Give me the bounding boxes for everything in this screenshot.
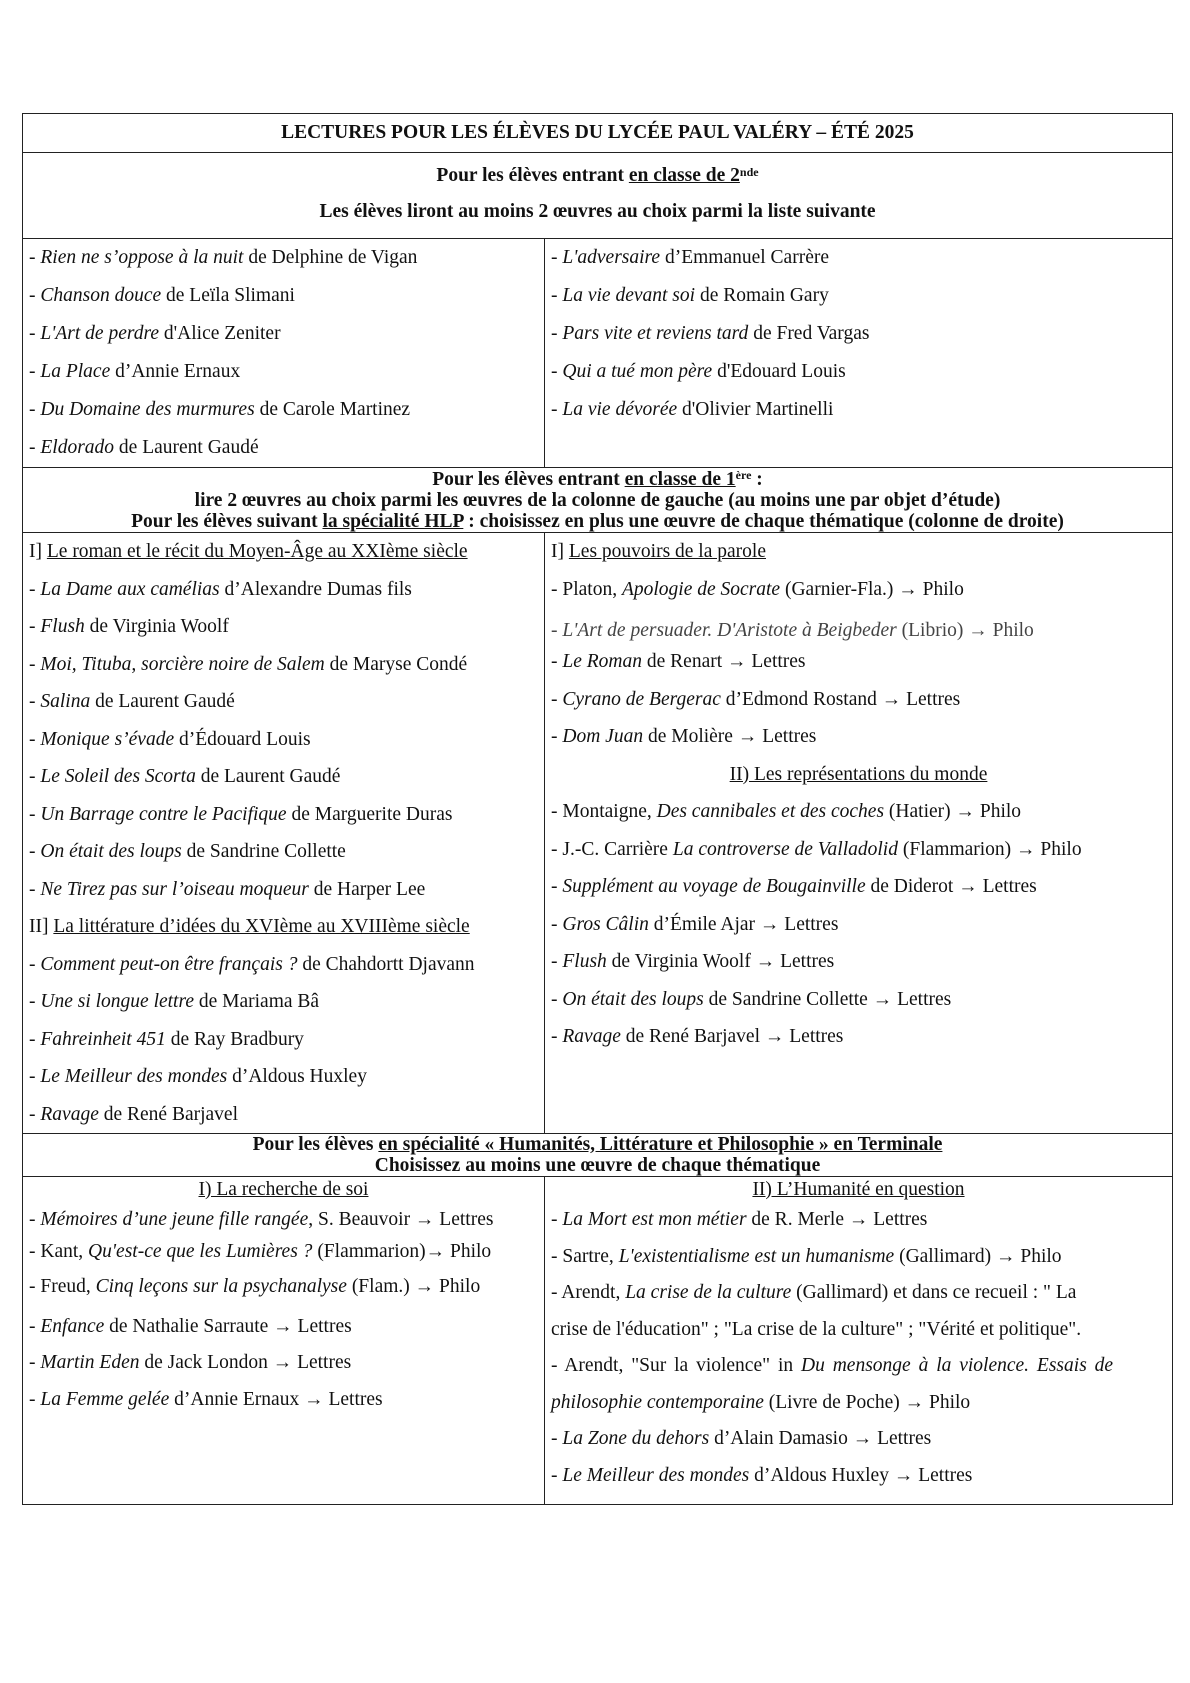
- list-item: - Mémoires d’une jeune fille rangée, S. Beauvoir → Lettres: [29, 1209, 494, 1230]
- book-title: Monique s’évade: [40, 728, 175, 750]
- book-author: d’Edmond Rostand → Lettres: [720, 688, 961, 710]
- seconde-right-column: [545, 239, 1173, 468]
- list-item: - Moi, Tituba, sorcière noire de Salem de Maryse Condé: [29, 653, 468, 675]
- book-author: d’Émile Ajar → Lettres: [648, 913, 839, 935]
- book-author: de Sandrine Collette → Lettres: [703, 988, 952, 1010]
- list-item: - La Femme gelée d’Annie Ernaux → Lettres: [29, 1388, 383, 1410]
- book-author: de Diderot → Lettres: [865, 876, 1037, 897]
- book-title: Dom Juan: [562, 726, 644, 747]
- book-author: de Chahdortt Djavann: [297, 953, 475, 975]
- book-title: La Dame aux camélias: [40, 578, 220, 600]
- book-author: de Molière → Lettres: [643, 726, 817, 747]
- book-author: de Fred Vargas: [748, 323, 870, 344]
- book-title: L'Art de perdre: [40, 323, 160, 344]
- book-title: Salina: [40, 691, 91, 712]
- book-author: d’Annie Ernaux: [110, 361, 241, 382]
- book-title: Le Soleil des Scorta: [40, 766, 196, 787]
- list-item: - Du Domaine des murmures de Carole Martinez: [29, 399, 411, 420]
- book-author: d’Annie Ernaux → Lettres: [169, 1388, 383, 1410]
- book-title: Ravage: [40, 1103, 99, 1125]
- list-item: - La vie devant soi de Romain Gary: [551, 285, 829, 306]
- book-author: de Virginia Woolf: [84, 616, 229, 637]
- seconde-header: [23, 153, 1173, 239]
- book-author: de Ray Bradbury: [165, 1028, 304, 1050]
- book-title: On était des loups: [562, 988, 704, 1010]
- book-author: d’Emmanuel Carrère: [660, 247, 829, 268]
- list-item: - Arendt, La crise de la culture (Gallimard) et dans ce recueil : " La: [551, 1282, 1077, 1303]
- premiere-left-list-1: [29, 571, 538, 909]
- list-item: - Eldorado de Laurent Gaudé: [29, 437, 259, 458]
- book-title: La Place: [40, 361, 111, 382]
- list-item: - Sartre, L'existentialisme est un humanisme (Gallimard) → Philo: [551, 1245, 1062, 1267]
- book-author: de Renart → Lettres: [642, 651, 806, 672]
- list-item: - Ne Tirez pas sur l’oiseau moqueur de Harper Lee: [29, 878, 426, 900]
- list-item: - La Dame aux camélias d’Alexandre Dumas fils: [29, 578, 412, 600]
- premiere-left-column: [23, 533, 545, 1134]
- list-item: - Flush de Virginia Woolf → Lettres: [551, 951, 835, 972]
- list-item: - L'Art de persuader. D'Aristote à Beigbeder (Librio) → Philo: [551, 620, 1034, 641]
- premiere-right-column: [545, 533, 1173, 1134]
- book-title: Le Meilleur des mondes: [562, 1464, 750, 1486]
- list-item: - Kant, Qu'est-ce que les Lumières ? (Flammarion)→ Philo: [29, 1240, 492, 1262]
- premiere-left-heading-2: II] La littérature d’idées du XVIème au XVIIIème siècle: [29, 916, 470, 937]
- list-item: - Supplément au voyage de Bougainville de Diderot → Lettres: [551, 876, 1037, 897]
- premiere-header: [23, 468, 1173, 533]
- book-title: Du Domaine des murmures: [40, 399, 255, 420]
- list-item: - Monique s’évade d’Édouard Louis: [29, 728, 311, 750]
- seconde-left-column: [23, 239, 545, 468]
- book-title: Cyrano de Bergerac: [562, 688, 721, 710]
- seconde-intro: Pour les élèves entrant en classe de 2nde: [436, 165, 759, 186]
- list-item: - La vie dévorée d'Olivier Martinelli: [551, 399, 834, 420]
- premiere-right-heading-2: II) Les représentations du monde: [729, 763, 988, 785]
- list-item: - La Mort est mon métier de R. Merle → Lettres: [551, 1209, 928, 1230]
- book-title: Le Roman: [562, 651, 642, 672]
- book-author: de Mariama Bâ: [194, 991, 320, 1012]
- premiere-right-list-1: [551, 643, 1166, 756]
- book-author: d’Aldous Huxley → Lettres: [749, 1464, 973, 1486]
- book-author: de Laurent Gaudé: [90, 691, 235, 712]
- list-item: - Platon, Apologie de Socrate (Garnier-Fla.) → Philo: [551, 578, 964, 600]
- book-title: Martin Eden: [40, 1352, 140, 1373]
- book-author: de Maryse Condé: [324, 653, 468, 675]
- list-item: - Freud, Cinq leçons sur la psychanalyse (Flam.) → Philo: [29, 1275, 481, 1297]
- document-title: LECTURES POUR LES ÉLÈVES DU LYCÉE PAUL VALÉRY – ÉTÉ 2025: [23, 114, 1173, 153]
- premiere-rule-2: Pour les élèves suivant la spécialité HLP : choisissez en plus une œuvre de chaque thématique (colonne de droite): [131, 511, 1064, 532]
- terminale-right-column: [545, 1177, 1173, 1505]
- list-item: - Ravage de René Barjavel: [29, 1103, 239, 1125]
- premiere-right-list-2: [551, 868, 1166, 1056]
- terminale-left-list: [29, 1309, 538, 1419]
- book-title: Ne Tirez pas sur l’oiseau moqueur: [40, 878, 309, 900]
- list-item: - J.-C. Carrière La controverse de Valladolid (Flammarion) → Philo: [551, 838, 1082, 860]
- book-author: de Jack London → Lettres: [139, 1352, 352, 1373]
- book-author: de Nathalie Sarraute → Lettres: [104, 1315, 352, 1337]
- book-title: Moi, Tituba, sorcière noire de Salem: [40, 653, 325, 675]
- premiere-left-list-2: [29, 946, 538, 1134]
- list-item: - Dom Juan de Molière → Lettres: [551, 726, 817, 747]
- list-item: - Un Barrage contre le Pacifique de Marguerite Duras: [29, 803, 453, 825]
- list-item: - Arendt, "Sur la violence" in Du mensonge à la violence. Essais de: [551, 1355, 1114, 1376]
- list-item: - Gros Câlin d’Émile Ajar → Lettres: [551, 913, 839, 935]
- terminale-intro: Pour les élèves en spécialité « Humanités, Littérature et Philosophie » en Terminale: [252, 1134, 943, 1155]
- book-title: Supplément au voyage de Bougainville: [562, 876, 866, 897]
- terminale-right-list: [551, 1421, 1166, 1494]
- terminale-rule: Choisissez au moins une œuvre de chaque thématique: [374, 1155, 821, 1176]
- list-item: - Salina de Laurent Gaudé: [29, 691, 235, 712]
- seconde-rule: Les élèves liront au moins 2 œuvres au choix parmi la liste suivante: [319, 201, 876, 222]
- premiere-intro: Pour les élèves entrant en classe de 1ère :: [432, 468, 763, 490]
- book-title: Ravage: [562, 1026, 621, 1047]
- book-author: d'Alice Zeniter: [159, 323, 281, 344]
- terminale-right-heading: II) L’Humanité en question: [752, 1179, 965, 1200]
- book-author: de René Barjavel: [98, 1103, 239, 1125]
- list-item: - On était des loups de Sandrine Collette: [29, 841, 346, 862]
- list-item: - Une si longue lettre de Mariama Bâ: [29, 991, 320, 1012]
- terminale-left-heading: I) La recherche de soi: [198, 1179, 369, 1200]
- book-author: d’Aldous Huxley: [227, 1066, 367, 1087]
- book-title: Qui a tué mon père: [562, 361, 713, 382]
- book-title: Flush: [562, 951, 607, 972]
- book-title: Fahreinheit 451: [40, 1028, 166, 1050]
- book-title: La Femme gelée: [40, 1388, 170, 1410]
- book-title: Eldorado: [40, 437, 115, 458]
- book-author: d’Alexandre Dumas fils: [219, 578, 412, 600]
- premiere-left-heading-1: I] Le roman et le récit du Moyen-Âge au XXIème siècle: [29, 541, 468, 562]
- book-title: Comment peut-on être français ?: [40, 953, 298, 975]
- terminale-header: [23, 1134, 1173, 1177]
- book-author: d'Edouard Louis: [712, 361, 846, 382]
- book-title: La Zone du dehors: [562, 1428, 710, 1449]
- list-item: - On était des loups de Sandrine Collette → Lettres: [551, 988, 952, 1010]
- list-item: - La Place d’Annie Ernaux: [29, 361, 241, 382]
- book-title: Chanson douce: [40, 285, 162, 306]
- list-item: - Le Soleil des Scorta de Laurent Gaudé: [29, 766, 341, 787]
- book-author: de Harper Lee: [308, 878, 426, 900]
- book-author: de Marguerite Duras: [286, 803, 453, 825]
- list-item: - Pars vite et reviens tard de Fred Vargas: [551, 323, 870, 344]
- seconde-left-list: [29, 239, 538, 467]
- premiere-right-heading-1: I] Les pouvoirs de la parole: [551, 541, 766, 562]
- book-title: On était des loups: [40, 841, 182, 862]
- list-item: - Montaigne, Des cannibales et des coches (Hatier) → Philo: [551, 801, 1022, 822]
- book-author: de Virginia Woolf → Lettres: [606, 951, 835, 972]
- list-item: - Rien ne s’oppose à la nuit de Delphine de Vigan: [29, 247, 418, 268]
- premiere-rule-1: lire 2 œuvres au choix parmi les œuvres de la colonne de gauche (au moins une par objet d’étude): [194, 490, 1001, 511]
- book-title: Le Meilleur des mondes: [40, 1066, 228, 1087]
- book-title: L'adversaire: [562, 247, 661, 268]
- book-title: La vie dévorée: [562, 399, 678, 420]
- list-item: - Fahreinheit 451 de Ray Bradbury: [29, 1028, 304, 1050]
- list-item: - Cyrano de Bergerac d’Edmond Rostand → Lettres: [551, 688, 961, 710]
- list-item: - L'adversaire d’Emmanuel Carrère: [551, 247, 829, 268]
- list-item: - Chanson douce de Leïla Slimani: [29, 285, 295, 306]
- list-item-continuation: philosophie contemporaine (Livre de Poche) → Philo: [551, 1391, 971, 1413]
- book-title: Gros Câlin: [562, 913, 649, 935]
- book-author: de Carole Martinez: [254, 399, 411, 420]
- book-author: de Laurent Gaudé: [114, 437, 259, 458]
- list-item: - Flush de Virginia Woolf: [29, 616, 229, 637]
- book-author: de René Barjavel → Lettres: [620, 1026, 844, 1047]
- book-author: de Sandrine Collette: [181, 841, 346, 862]
- book-author: d’Édouard Louis: [174, 728, 311, 750]
- reading-list-table: [22, 113, 1173, 1505]
- book-title: Flush: [40, 616, 85, 637]
- book-author: de Laurent Gaudé: [195, 766, 341, 787]
- book-author: de Leïla Slimani: [161, 285, 295, 306]
- book-author: de Romain Gary: [695, 285, 829, 306]
- book-author: de Delphine de Vigan: [243, 247, 418, 268]
- list-item: - La Zone du dehors d’Alain Damasio → Lettres: [551, 1428, 932, 1449]
- list-item: - Ravage de René Barjavel → Lettres: [551, 1026, 844, 1047]
- book-author: d'Olivier Martinelli: [677, 399, 834, 420]
- list-item: - Le Meilleur des mondes d’Aldous Huxley → Lettres: [551, 1464, 973, 1486]
- book-author: d’Alain Damasio → Lettres: [709, 1428, 932, 1449]
- list-item: - Martin Eden de Jack London → Lettres: [29, 1352, 352, 1373]
- book-title: Une si longue lettre: [40, 991, 194, 1012]
- list-item: - Qui a tué mon père d'Edouard Louis: [551, 361, 846, 382]
- list-item: - Enfance de Nathalie Sarraute → Lettres: [29, 1315, 352, 1337]
- terminale-left-column: [23, 1177, 545, 1505]
- book-title: Un Barrage contre le Pacifique: [40, 803, 287, 825]
- list-item: - Comment peut-on être français ? de Chahdortt Djavann: [29, 953, 475, 975]
- list-item: - Le Meilleur des mondes d’Aldous Huxley: [29, 1066, 367, 1087]
- book-title: Rien ne s’oppose à la nuit: [40, 247, 244, 268]
- seconde-right-list: [551, 239, 1166, 429]
- list-item: - L'Art de perdre d'Alice Zeniter: [29, 323, 281, 344]
- book-title: Pars vite et reviens tard: [562, 323, 749, 344]
- book-title: La vie devant soi: [562, 285, 696, 306]
- list-item-continuation: crise de l'éducation" ; "La crise de la culture" ; "Vérité et politique".: [551, 1318, 1082, 1340]
- list-item: - Le Roman de Renart → Lettres: [551, 651, 806, 672]
- book-title: Enfance: [40, 1315, 105, 1337]
